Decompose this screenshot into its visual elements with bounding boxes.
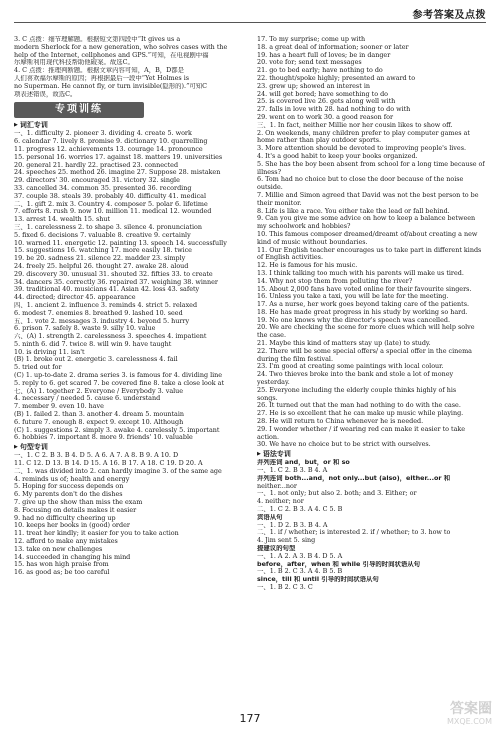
answer-line: 25. is covered live 26. gets along well with xyxy=(257,98,396,106)
section-heading-banner: 专项训练 xyxy=(14,102,144,118)
answer-line: home rather than play outdoor sports. xyxy=(257,137,382,145)
answer-line: yesterday. xyxy=(257,379,290,387)
answer-line: 15. has won high praise from xyxy=(14,561,109,569)
answer-line: 19. be 20. sadness 21. silence 22. madder 23. simply xyxy=(14,255,186,263)
answer-line: 5. tried out for xyxy=(14,364,62,372)
answer-line: 37. couple 38. steals 39. probably 40. difficulty 41. medical xyxy=(14,192,207,200)
answer-line: 13. take on new challenges xyxy=(14,545,103,553)
answer-line: 5. Hoping for success depends on xyxy=(14,483,124,491)
answer-line: 12. afford to make any mistakes xyxy=(14,538,118,546)
answer-line: (C) 1. up-to-date 2. drama series 3. is famous for 4. dividing line xyxy=(14,372,223,380)
page-header xyxy=(0,0,500,30)
answer-line: 五、1. vote 2. messages 3. industry 4. beyond 5. hurry xyxy=(14,317,190,325)
watermark-logo: 答案圈 MXQE.COM xyxy=(446,701,492,726)
answer-line: 17. To my surprise; come up with xyxy=(257,36,366,43)
answer-line: 12. He is famous for his music. xyxy=(257,262,358,270)
answer-line: 6. modest 7. enemies 8. breathed 9. lashed 10. seed xyxy=(14,309,183,317)
answer-line: 5. fixed 6. decisions 7. valuable 8. creative 9. certainly xyxy=(14,231,191,239)
answer-line: 16. as good as; be too careful xyxy=(14,569,110,577)
answer-line: (B) 1. broke out 2. energetic 3. carelessness 4. fail xyxy=(14,356,178,364)
answer-line: 项表述错误，故选C。 xyxy=(14,90,77,98)
answer-line: 19. No one knows why the director's speech was cancelled. xyxy=(257,316,450,324)
answer-line: 尔摩斯利用现代科技帮助他破案。故选C。 xyxy=(14,59,134,67)
answer-line: 18. a great deal of information; sooner or later xyxy=(257,43,409,51)
answer-line: 二、1. if / whether; is interested 2. if / whether; to 3. how to xyxy=(257,529,451,537)
answer-line: 4. neither; nor xyxy=(257,498,304,506)
answer-line: 20. vote for; send text messages xyxy=(257,59,362,67)
answer-line: outside. xyxy=(257,184,283,192)
answer-line: during the film festival. xyxy=(257,355,333,363)
answer-line: action. xyxy=(257,433,279,441)
header-title: 参考答案及点拨 xyxy=(412,10,486,21)
answer-line: 一、1. not only; but also 2. both; and 3. Either; or xyxy=(257,490,417,498)
answer-line: 七、(A) 1. together 2. Everyone / Everybody 3. value xyxy=(14,387,184,395)
answer-line: 一、1. C 2. B 3. B 4. D 5. A 6. A 7. A 8. B 9. A 10. D xyxy=(14,452,179,460)
answer-line: 25. Everyone including the elderly couple thinks highly of his xyxy=(257,386,457,394)
answer-line: 2. On weekends, many children prefer to play computer games at xyxy=(257,129,470,137)
answer-line: neither...nor xyxy=(257,482,297,490)
answer-line: 4. It's a good habit to keep your books organized. xyxy=(257,152,418,160)
answer-line: 7. efforts 8. rush 9. now 10. million 11. medical 12. wounded xyxy=(14,208,212,216)
answer-line: 一、1. B 2. C 3. A 4. B 5. B xyxy=(257,568,343,576)
answer-line: 7. member 9. even 10. have xyxy=(14,403,104,411)
answer-line: no Superman. He cannot fly, or turn invisible(隐形的).”可知C xyxy=(14,82,208,90)
answer-line: of English activities. xyxy=(257,254,323,262)
answer-line: 24. freely 25. helpful 26. thought 27. awake 28. aloud xyxy=(14,262,189,270)
subsection-heading: 提建议的句型 xyxy=(257,545,296,552)
answer-line: 29. discovery 30. unusual 31. shouted 32. fifties 33. to create xyxy=(14,270,213,278)
answer-line: 29. I wonder whether / if wearing red can make it easier to take xyxy=(257,425,466,433)
answer-line: songs. xyxy=(257,394,278,402)
answer-line: 人们喜欢福尔摩斯的原因；再根据最后一段中“Yet Holmes is xyxy=(14,74,190,82)
answer-line: 14. succeeded in changing his mind xyxy=(14,553,131,561)
answer-line: 9. Can you give me some advice on how to keep a balance between xyxy=(257,215,476,223)
answer-line: 20. general 21. hardly 22. practised 23. connected xyxy=(14,161,179,169)
answer-line: 3. More attention should be devoted to improving people's lives. xyxy=(257,145,467,153)
answer-line: 33. cancelled 34. common 35. presented 36. recording xyxy=(14,184,192,192)
answer-line: 23. grew up; showed an interest in xyxy=(257,82,370,90)
subsection-heading: 并列连词 and，but，or 和 so xyxy=(257,459,350,467)
left-column xyxy=(14,36,242,708)
answer-line: modern Sherlock for a new generation, who solves cases with the xyxy=(14,43,228,51)
answer-line: 10. This famous composer dreamed/dreamt of/about creating a new xyxy=(257,230,478,238)
answer-line: 20. We are checking the scene for more clues which will help solve xyxy=(257,324,475,332)
answer-line: 21. Maybe this kind of matters stay up (late) to study. xyxy=(257,340,431,348)
answer-line: 30. We have no choice but to be strict with ourselves. xyxy=(257,441,431,449)
answer-line: kind of music without boundaries. xyxy=(257,238,368,246)
answer-line: 16. Unless you take a taxi, you will be late for the meeting. xyxy=(257,293,449,301)
answer-line: 24. Two thieves broke into the bank and stole a lot of money xyxy=(257,371,454,379)
answer-line: 11. Our English teacher encourages us to take part in different kinds xyxy=(257,246,482,254)
answer-line: 24. will get bored; have something to do xyxy=(257,90,389,98)
answer-line: 6. calendar 7. lively 8. promise 9. dictionary 10. quarrelling xyxy=(14,138,208,146)
answer-line: 13. arrest 14. wealth 15. shut xyxy=(14,216,111,224)
answer-line: 10. keeps her books in (good) order xyxy=(14,522,130,530)
section-heading: ▶ 句型专训 xyxy=(14,443,242,452)
answer-line: 一、1. difficulty 2. pioneer 3. dividing 4. create 5. work xyxy=(14,130,192,138)
answer-line: 3. C 点拨：细节理解题。根据短文第四段中“It gives us a xyxy=(14,36,181,43)
subsection-heading: 并列连词 both...and，not only...but (also)，either...or 和 xyxy=(257,474,451,482)
answer-line: 29. went on to work 30. a good reason for xyxy=(257,113,394,121)
answer-line: 34. dancers 35. correctly 36. repaired 37. weighing 38. winner xyxy=(14,278,218,286)
answer-line: my schoolwork and hobbies? xyxy=(257,223,351,231)
answer-line: 二、1. gift 2. mix 3. Country 4. composer 5. polar 6. lifetime xyxy=(14,200,208,208)
answer-line: help of the Internet, cellphones and GPS.”可知，在电视剧中福 xyxy=(14,51,209,59)
answer-line: 8. Focusing on details makes it easier xyxy=(14,506,137,514)
answer-line: 21. go to bed early; have nothing to do xyxy=(257,67,383,75)
answer-line: 二、1. C 2. B 3. A 4. C 5. B xyxy=(257,506,343,514)
answer-line: 5. She has the boy been absent from school for a long time because of xyxy=(257,160,485,168)
section-heading: ▶ 词汇专训 xyxy=(14,121,242,130)
answer-line: (B) 1. failed 2. than 3. another 4. dream 5. mountain xyxy=(14,411,184,419)
answer-line: 27. falls in love with 28. had nothing to do with xyxy=(257,106,411,114)
answer-line: 15. About 2,000 fans have voted online for their favourite singers. xyxy=(257,285,472,293)
answer-line: 6. Tom had no choice but to close the door because of the noise xyxy=(257,176,464,184)
answer-line: 11. treat her kindly; it easier for you to take action xyxy=(14,530,179,538)
answer-line: 一、1. D 2. B 3. B 4. A xyxy=(257,521,328,529)
answer-line: 6. future 7. enough 8. expect 9. except 10. Although xyxy=(14,418,184,426)
page-number: 177 xyxy=(239,712,261,725)
header-rule xyxy=(14,22,486,23)
answer-line: 一、1. A 2. A 3. B 4. D 5. A xyxy=(257,552,343,560)
answer-line: 28. He will return to China whenever he is needed. xyxy=(257,418,424,426)
section-heading: ▶ 语法专训 xyxy=(257,450,485,459)
answer-line: 5. reply to 6. get scared 7. be covered fine 8. take a close look at xyxy=(14,379,225,387)
answer-line: 三、1. carelessness 2. to shape 3. silence 4. pronunciation xyxy=(14,223,202,231)
subsection-heading: before，after，when 和 while 引导的时间状语从句 xyxy=(257,560,421,568)
answer-line: 22. thought/spoke highly; presented an award to xyxy=(257,74,416,82)
answer-line: 6. My parents don't do the dishes xyxy=(14,491,123,499)
answer-line: 22. There will be some special offers/ a special offer in the cinema xyxy=(257,347,472,355)
answer-line: 4. reminds us of; health and energy xyxy=(14,475,130,483)
answer-line: 4. C 点拨：推理判断题。根据文章内容可知，A，B，D都是 xyxy=(14,67,185,75)
answer-line: 26. It turned out that the man had nothing to do with the case. xyxy=(257,402,461,410)
answer-line: 39. traditional 40. musicians 41. Asian 42. loss 43. safety xyxy=(14,286,200,294)
answer-line: 17. As a nurse, her work goes beyond taking care of the patients. xyxy=(257,301,470,309)
answer-line: 10. warned 11. energetic 12. painting 13. speech 14. successfully xyxy=(14,239,227,247)
answer-line: the case. xyxy=(257,332,286,340)
answer-line: 四、1. ancient 2. influence 3. reminds 4. strict 5. relaxed xyxy=(14,301,198,309)
answer-line: 6. prison 7. safely 8. waste 9. silly 10. value xyxy=(14,325,156,333)
answer-line: 7. give up the show than miss the exam xyxy=(14,499,143,507)
answer-line: 4. Jim sent 5. sing xyxy=(257,537,316,545)
answer-line: 11. progress 12. achievements 13. courage 14. pronounce xyxy=(14,145,203,153)
answer-line: 8. Life is like a race. You either take the lead or fall behind. xyxy=(257,207,450,215)
answer-line: 5. ninth 6. did 7. twice 8. will win 9. have taught xyxy=(14,340,172,348)
answer-line: illness? xyxy=(257,168,282,176)
answer-line: 24. speeches 25. method 26. imagine 27. Suppose 28. mistaken xyxy=(14,169,221,177)
answer-line: 29. directors' 30. encouraged 31. victory 32. single xyxy=(14,177,180,185)
answer-line: 13. I think talking too much with his parents will make us tired. xyxy=(257,269,464,277)
answer-line: 7. Millie and Simon agreed that David was not the best person to be xyxy=(257,191,479,199)
right-column xyxy=(257,36,485,708)
answer-line: 一、1. C 2. B 3. B 4. A xyxy=(257,467,328,475)
answer-line: 15. suggestions 16. watching 17. more easily 18. twice xyxy=(14,247,192,255)
answer-line: 六、(A) 1. strength 2. carelessness 3. speeches 4. impatient xyxy=(14,333,207,341)
answer-line: 23. I'm good at creating some paintings with local colour. xyxy=(257,363,444,371)
answer-line: 三、1. In fact, neither Millie nor her cousin likes to show off. xyxy=(257,121,453,129)
answer-line: (C) 1. suggestions 2. simply 3. awake 4. carelessly 5. important xyxy=(14,426,220,434)
answer-line: their monitor. xyxy=(257,199,302,207)
answer-line: 44. directed; director 45. appearance xyxy=(14,294,136,302)
answer-line: 4. necessary / needed 5. cause 6. understand xyxy=(14,395,161,403)
answer-line: 11. C 12. D 13. B 14. D 15. A 16. B 17. A 18. C 19. D 20. A xyxy=(14,460,203,468)
answer-line: 15. personal 16. worries 17. against 18. matters 19. universities xyxy=(14,153,223,161)
subsection-heading: 宾语从句 xyxy=(257,513,283,521)
answer-line: 9. had no difficulty cheering up xyxy=(14,514,116,522)
answer-line: 18. He has made great progress in his study by working so hard. xyxy=(257,308,468,316)
answer-line: 27. He is so excellent that he can make up music while playing. xyxy=(257,410,464,418)
subsection-heading: since，till 和 until 引导的时间状语从句 xyxy=(257,576,379,584)
answer-line: 一、1. B 2. C 3. C xyxy=(257,583,313,591)
answer-line: 14. Why not stop them from polluting the river? xyxy=(257,277,413,285)
answer-line: 19. has a heart full of loves; be in danger xyxy=(257,51,391,59)
answer-line: 二、1. was divided into 2. can hardly imagine 3. of the same age xyxy=(14,467,222,475)
answer-line: 6. hobbies 7. important 8. more 9. friends' 10. valuable xyxy=(14,434,193,442)
answer-line: 10. is driving 11. isn't xyxy=(14,348,85,356)
